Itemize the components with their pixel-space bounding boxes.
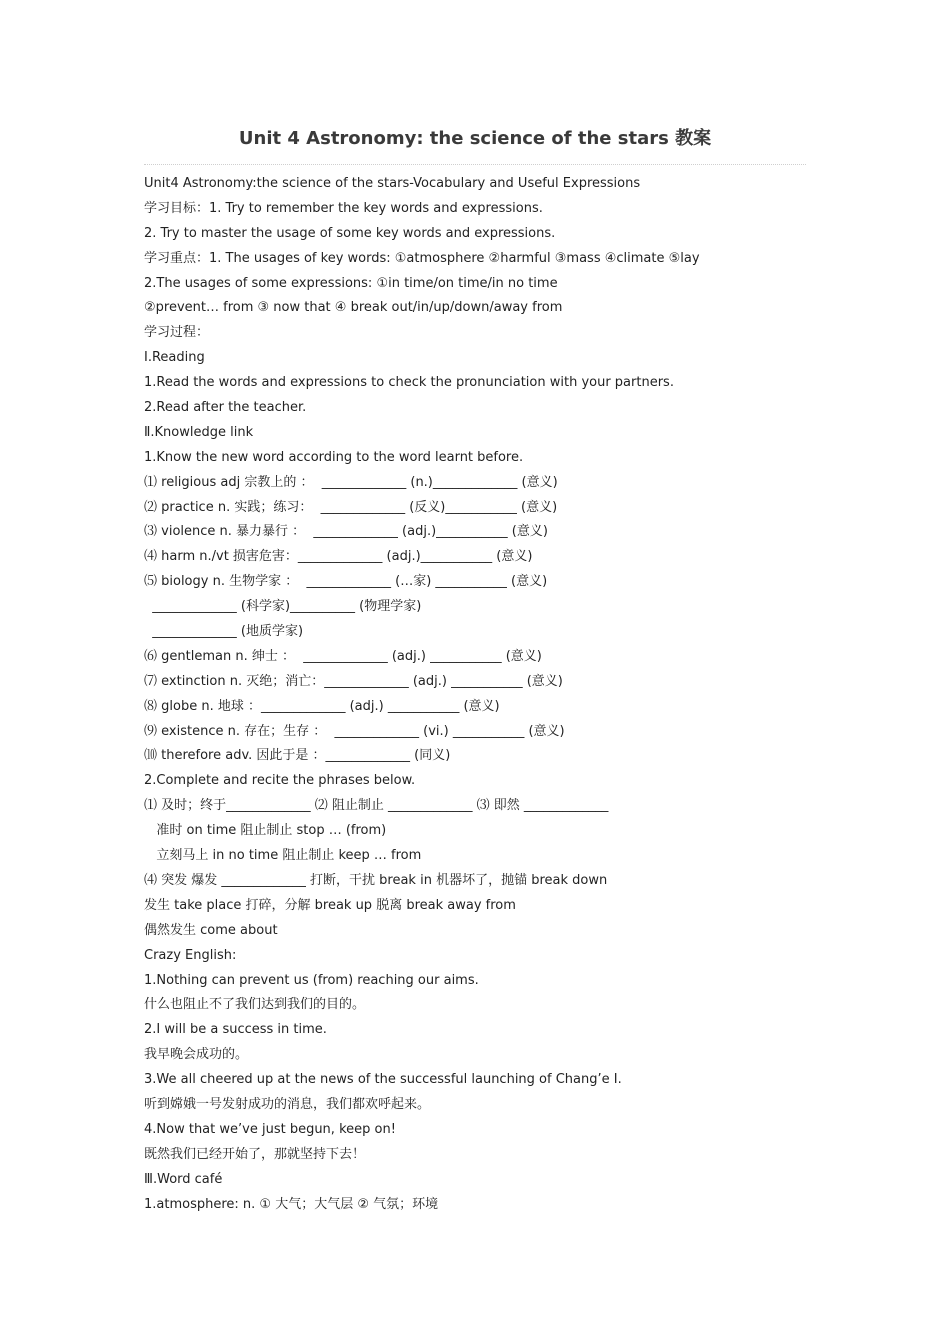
document-title: Unit 4 Astronomy: the science of the stars 教案 — [238, 128, 712, 149]
word-item-harm: ⑷ harm n./vt 损害危害：_____________ (adj.)___________ (意义) — [144, 549, 533, 565]
word-item-gentleman: ⑹ gentleman n. 绅士 ： _____________ (adj.) ___________ (意义) — [144, 648, 542, 664]
word-item-violence: ⑶ violence n. 暴力暴行 ： _____________ (adj.)___________ (意义) — [144, 524, 548, 540]
knowledge-task-1: 1.Know the new word according to the word learnt before. — [144, 449, 524, 465]
word-item-biology: ⑸ biology n. 生物学家 ： _____________ (…家) ___________ (意义) — [144, 574, 548, 590]
sentence-4-en: 4.Now that we’ve just begun, keep on! — [144, 1121, 396, 1137]
word-item-existence: ⑼ existence n. 存在；生存 ： _____________ (vi.) ___________ (意义) — [144, 723, 565, 739]
title-divider — [144, 164, 806, 165]
phrase-row-1: ⑴ 及时；终于_____________ ⑵ 阻止制止 _____________ ⑶ 即然 _____________ — [144, 798, 609, 814]
word-item-religious: ⑴ religious adj 宗教上的 ： _____________ (n.)_____________ (意义) — [144, 474, 558, 490]
focus-3: ②prevent… from ③ now that ④ break out/in/up/down/away from — [144, 300, 563, 316]
section-knowledge-heading: Ⅱ.Knowledge link — [144, 424, 254, 440]
crazy-english-heading: Crazy English: — [144, 947, 237, 963]
section-reading-heading: Ⅰ.Reading — [144, 350, 205, 366]
word-item-practice: ⑵ practice n. 实践；练习： _____________ (反义)___________ (意义) — [144, 499, 558, 515]
phrase-row-4: ⑷ 突发 爆发 _____________ 打断，干扰 break in 机器坏了，抛锚 break down — [144, 872, 608, 888]
word-item-extinction: ⑺ extinction n. 灭绝；消亡：_____________ (adj.) ___________ (意义) — [144, 673, 563, 689]
focus-1: 学习重点：1. The usages of key words: ①atmosphere ②harmful ③mass ④climate ⑤lay — [144, 250, 700, 266]
word-item-therefore: ⑽ therefore adv. 因此于是 ：_____________ (同义) — [144, 748, 451, 764]
document-body — [144, 172, 824, 1217]
sentence-3-en: 3.We all cheered up at the news of the successful launching of Chang’e I. — [144, 1072, 622, 1088]
word-item-globe: ⑻ globe n. 地球 ：_____________ (adj.) ___________ (意义) — [144, 698, 500, 714]
section-word-cafe-heading: Ⅲ.Word café — [144, 1171, 223, 1187]
lesson-heading: Unit4 Astronomy:the science of the stars-Vocabulary and Useful Expressions — [144, 176, 641, 191]
word-item-biology-cont-1: _____________ (科学家)__________ (物理学家) — [144, 599, 422, 615]
sentence-3-zh: 听到嫦娥一号发射成功的消息，我们都欢呼起来。 — [144, 1096, 431, 1112]
reading-step-2: 2.Read after the teacher. — [144, 400, 307, 416]
sentence-2-zh: 我早晚会成功的。 — [144, 1047, 249, 1063]
phrase-row-3: 立刻马上 in no time 阻止制止 keep … from — [144, 848, 422, 864]
reading-step-1: 1.Read the words and expressions to check the pronunciation with your partners. — [144, 375, 674, 391]
phrase-row-6: 偶然发生 come about — [144, 922, 278, 938]
word-cafe-item-1: 1.atmosphere: n. ① 大气；大气层 ② 气氛；环境 — [144, 1196, 439, 1212]
sentence-1-en: 1.Nothing can prevent us (from) reaching our aims. — [144, 972, 479, 988]
sentence-4-zh: 既然我们已经开始了，那就坚持下去！ — [144, 1146, 366, 1162]
sentence-1-zh: 什么也阻止不了我们达到我们的目的。 — [144, 997, 366, 1013]
focus-2: 2.The usages of some expressions: ①in time/on time/in no time — [144, 275, 558, 291]
phrase-row-5: 发生 take place 打碎，分解 break up 脱离 break away from — [144, 897, 516, 913]
phrase-row-2: 准时 on time 阻止制止 stop … (from) — [144, 823, 387, 839]
knowledge-task-2: 2.Complete and recite the phrases below. — [144, 773, 416, 789]
objective-2: 2. Try to master the usage of some key words and expressions. — [144, 225, 556, 241]
sentence-2-en: 2.I will be a success in time. — [144, 1022, 327, 1038]
objective-1: 学习目标：1. Try to remember the key words and expressions. — [144, 200, 543, 216]
word-item-biology-cont-2: _____________ (地质学家) — [144, 624, 304, 640]
process-heading: 学习过程： — [144, 325, 210, 341]
